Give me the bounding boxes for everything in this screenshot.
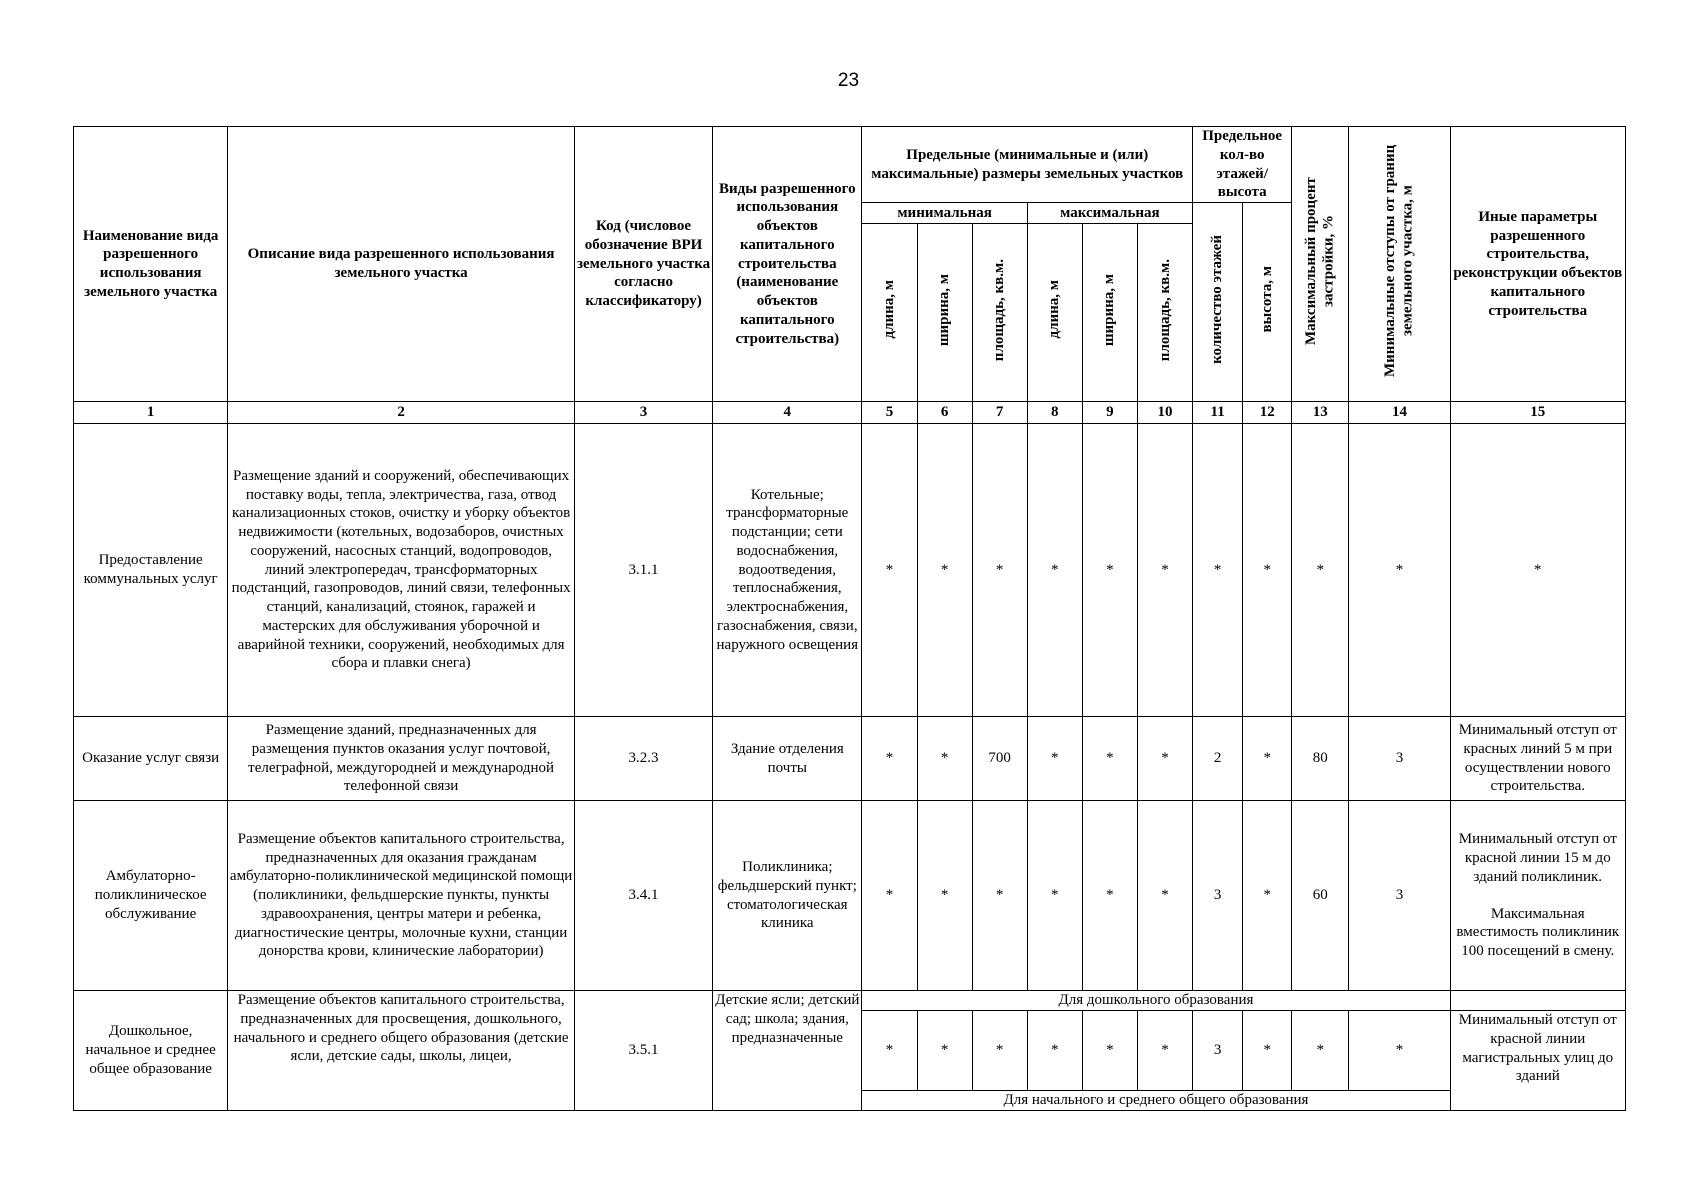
page-number: 23 [837,70,860,91]
table-row [74,801,1626,991]
cell-floors: * [1193,424,1243,717]
row-description: Размещение зданий, предназначенных для размещения пунктов оказания услуг почтовой, телеграфной, междугородней и международной телефонной связи [228,717,575,801]
row-code: 3.4.1 [574,801,712,991]
row-other: Минимальный отступ от красной линии магистральных улиц до зданий [1450,1011,1625,1111]
cell-max-width: * [1082,424,1137,717]
header-min-length: длина, м [862,224,917,402]
cell-max-area: * [1137,801,1192,991]
col-number: 5 [862,402,917,424]
cell-min-width: * [917,717,972,801]
zoning-table [73,126,1626,1111]
header-floors: количество этажей [1193,203,1243,402]
header-col3: Код (числовое обозначение ВРИ земельного участка согласно классификатору) [574,127,712,402]
row-description: Размещение объектов капитального строительства, предназначенных для оказания гражданам амбулаторно-поликлинической медицинской помощи (поликлиники, фельдшерские пункты, пункты здравоохранения, центры матери и ребенка, диагностические центры, молочные кухни, станции донорства крови, клинические лаборатории) [228,801,575,991]
cell-floors: 3 [1193,801,1243,991]
cell-max-area: * [1137,424,1192,717]
header-floors-group: Предельное кол-во этажей/ высота [1193,127,1292,203]
cell-min-width: * [917,801,972,991]
col-number: 4 [713,402,862,424]
cell-max-area: * [1137,1011,1192,1091]
cell-setback: 3 [1349,801,1450,991]
row-code: 3.5.1 [574,991,712,1111]
cell-coverage: * [1292,1011,1349,1091]
cell-max-length: * [1027,1011,1082,1091]
cell-min-width: * [917,1011,972,1091]
header-min-area: площадь, кв.м. [972,224,1027,402]
cell-min-length: * [862,1011,917,1091]
cell-min-width: * [917,424,972,717]
row-name: Оказание услуг связи [74,717,228,801]
cell-max-width: * [1082,1011,1137,1091]
cell-setback: 3 [1349,717,1450,801]
row-description: Размещение объектов капитального строительства, предназначенных для просвещения, дошкольного, начального и среднего общего образования (детские ясли, детские сады, школы, лицеи, [228,991,575,1111]
row-code: 3.2.3 [574,717,712,801]
table-row [74,717,1626,801]
header-col4: Виды разрешенного использования объектов капитального строительства (наименование объектов капитального строительства) [713,127,862,402]
col-number: 14 [1349,402,1450,424]
cell-setback: * [1349,1011,1450,1091]
col-number: 8 [1027,402,1082,424]
row-code: 3.1.1 [574,424,712,717]
cell-coverage: * [1292,424,1349,717]
col-number: 7 [972,402,1027,424]
header-col1: Наименование вида разрешенного использования земельного участка [74,127,228,402]
row-objects: Поликлиника; фельдшерский пункт; стоматологическая клиника [713,801,862,991]
cell-min-area: * [972,424,1027,717]
header-max-width: ширина, м [1082,224,1137,402]
header-sizes-group: Предельные (минимальные и (или) максимальные) размеры земельных участков [862,127,1193,203]
col-number: 11 [1193,402,1243,424]
header-col13: Максимальный процент застройки, % [1292,127,1349,402]
row-other: Минимальный отступ от красных линий 5 м при осуществлении нового строительства. [1450,717,1625,801]
cell-max-width: * [1082,717,1137,801]
table-row [74,991,1626,1011]
col-number: 15 [1450,402,1625,424]
col-number: 2 [228,402,575,424]
row-name: Предоставление коммунальных услуг [74,424,228,717]
header-col15: Иные параметры разрешенного строительства, реконструкции объектов капитального строительства [1450,127,1625,402]
cell-min-length: * [862,717,917,801]
cell-min-length: * [862,801,917,991]
col-number: 10 [1137,402,1192,424]
cell-setback: * [1349,424,1450,717]
row-name: Амбулаторно-поликлиническое обслуживание [74,801,228,991]
row-description: Размещение зданий и сооружений, обеспечивающих поставку воды, тепла, электричества, газа, отвод канализационных стоков, очистку и уборку объектов недвижимости (котельных, водозаборов, очистных сооружений, насосных станций, водопроводов, линий электропередач, трансформаторных подстанций, газопроводов, линий связи, телефонных станций, канализаций, стоянок, гаражей и мастерских для обслуживания уборочной и аварийной техники, сооружений, необходимых для сбора и плавки снега) [228,424,575,717]
cell-coverage: 60 [1292,801,1349,991]
row-objects: Детские ясли; детский сад; школа; здания, предназначенные [713,991,862,1111]
cell-max-length: * [1027,424,1082,717]
subheader-school: Для начального и среднего общего образования [862,1091,1450,1111]
cell-min-length: * [862,424,917,717]
cell-height: * [1243,1011,1292,1091]
subheader-preschool: Для дошкольного образования [862,991,1450,1011]
row-other [1450,801,1625,991]
cell-max-length: * [1027,801,1082,991]
header-min: минимальная [862,203,1027,224]
header-max-length: длина, м [1027,224,1082,402]
cell-max-area: * [1137,717,1192,801]
other-note-1: Минимальный отступ от красной линии 15 м до зданий поликлиник. [1458,831,1617,885]
row-other-spacer [1450,991,1625,1011]
row-other: * [1450,424,1625,717]
other-note-2: Максимальная вместимость поликлиник 100 посещений в смену. [1456,905,1620,959]
cell-height: * [1243,717,1292,801]
header-min-width: ширина, м [917,224,972,402]
cell-coverage: 80 [1292,717,1349,801]
col-number: 1 [74,402,228,424]
cell-min-area: * [972,1011,1027,1091]
col-number: 6 [917,402,972,424]
header-max: максимальная [1027,203,1192,224]
header-col14: Минимальные отступы от границ земельного участка, м [1349,127,1450,402]
cell-height: * [1243,801,1292,991]
header-max-area: площадь, кв.м. [1137,224,1192,402]
cell-floors: 3 [1193,1011,1243,1091]
cell-floors: 2 [1193,717,1243,801]
cell-max-width: * [1082,801,1137,991]
col-number: 12 [1243,402,1292,424]
cell-max-length: * [1027,717,1082,801]
cell-min-area: 700 [972,717,1027,801]
header-col2: Описание вида разрешенного использования земельного участка [228,127,575,402]
row-objects: Котельные; трансформаторные подстанции; сети водоснабжения, водоотведения, теплоснабжения, электроснабжения, газоснабжения, связи, наружного освещения [713,424,862,717]
cell-min-area: * [972,801,1027,991]
col-number: 13 [1292,402,1349,424]
col-number: 9 [1082,402,1137,424]
row-name: Дошкольное, начальное и среднее общее образование [74,991,228,1111]
cell-height: * [1243,424,1292,717]
table-row [74,424,1626,717]
row-objects: Здание отделения почты [713,717,862,801]
col-number: 3 [574,402,712,424]
header-height: высота, м [1243,203,1292,402]
